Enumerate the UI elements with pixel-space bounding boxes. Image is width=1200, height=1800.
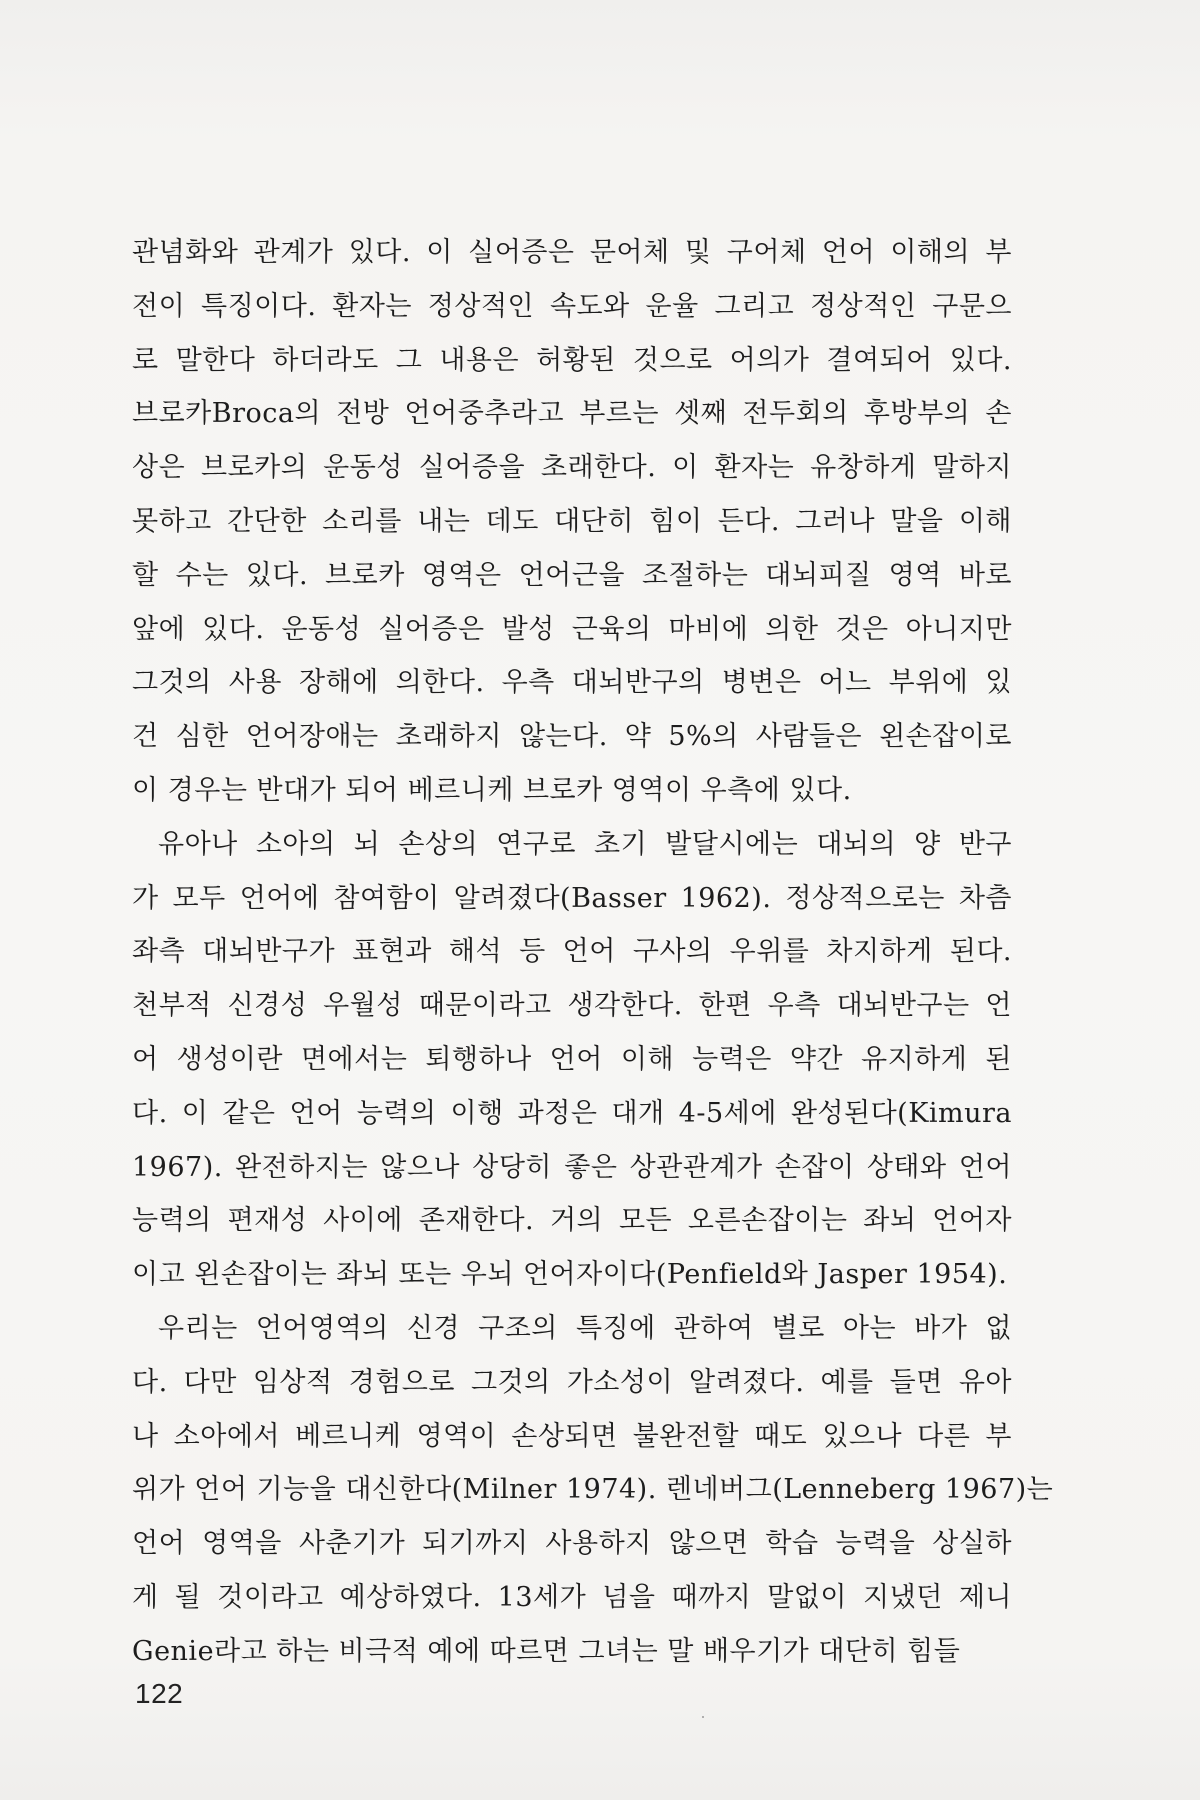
paragraph: [132, 818, 1012, 1302]
paragraph: [132, 226, 1012, 818]
text-line: 우리는 언어영역의 신경 구조의 특징에 관하여 별로 아는 바가 없: [158, 1312, 1012, 1344]
text-line: 언어 영역을 사춘기가 되기까지 사용하지 않으면 학습 능력을 상실하: [132, 1528, 1012, 1560]
paragraph: [132, 1302, 1054, 1679]
scan-speck: [702, 1716, 704, 1718]
text-line: 좌측 대뇌반구가 표현과 해석 등 언어 구사의 우위를 차지하게 된다.: [132, 936, 1012, 968]
text-line: 상은 브로카의 운동성 실어증을 초래한다. 이 환자는 유창하게 말하지: [132, 452, 1012, 484]
text-line: 앞에 있다. 운동성 실어증은 발성 근육의 마비에 의한 것은 아니지만: [132, 613, 1012, 645]
page-number: 122: [135, 1678, 184, 1709]
text-line: 로 말한다 하더라도 그 내용은 허황된 것으로 어의가 결여되어 있다.: [132, 344, 1012, 376]
text-line: 그것의 사용 장해에 의한다. 우측 대뇌반구의 병변은 어느 부위에 있: [132, 667, 1012, 699]
text-line: 관념화와 관계가 있다. 이 실어증은 문어체 및 구어체 언어 이해의 부: [132, 237, 1012, 268]
text-line: 건 심한 언어장애는 초래하지 않는다. 약 5%의 사람들은 왼손잡이로: [132, 721, 1012, 753]
text-line: 나 소아에서 베르니케 영역이 손상되면 불완전할 때도 있으나 다른 부: [132, 1420, 1012, 1452]
text-line: 가 모두 언어에 참여함이 알려졌다(Basser 1962). 정상적으로는 차츰: [132, 882, 1012, 914]
text-line: 이고 왼손잡이는 좌뇌 또는 우뇌 언어자이다(Penfield와 Jasper 1954).: [132, 1259, 1008, 1291]
text-line: 위가 언어 기능을 대신한다(Milner 1974). 렌네버그(Lenneberg 1967)는: [132, 1474, 1054, 1506]
text-line: 1967). 완전하지는 않으나 상당히 좋은 상관관계가 손잡이 상태와 언어: [132, 1151, 1012, 1183]
text-line: 다. 다만 임상적 경험으로 그것의 가소성이 알려졌다. 예를 들면 유아: [132, 1366, 1012, 1398]
text-line: 유아나 소아의 뇌 손상의 연구로 초기 발달시에는 대뇌의 양 반구: [158, 828, 1012, 860]
body-text: [132, 226, 1054, 1679]
text-line: 게 될 것이라고 예상하였다. 13세가 넘을 때까지 말없이 지냈던 제니: [132, 1581, 1012, 1613]
text-line: 할 수는 있다. 브로카 영역은 언어근을 조절하는 대뇌피질 영역 바로: [132, 559, 1012, 591]
text-line: 천부적 신경성 우월성 때문이라고 생각한다. 한편 우측 대뇌반구는 언: [132, 990, 1012, 1022]
text-line: 못하고 간단한 소리를 내는 데도 대단히 힘이 든다. 그러나 말을 이해: [132, 505, 1012, 537]
text-line: 전이 특징이다. 환자는 정상적인 속도와 운율 그리고 정상적인 구문으: [132, 290, 1012, 322]
text-line: 능력의 편재성 사이에 존재한다. 거의 모든 오른손잡이는 좌뇌 언어자: [132, 1205, 1012, 1237]
text-line: 브로카Broca의 전방 언어중추라고 부르는 셋째 전두회의 후방부의 손: [132, 398, 1012, 430]
text-line: 다. 이 같은 언어 능력의 이행 과정은 대개 4-5세에 완성된다(Kimura: [132, 1097, 1012, 1129]
text-line: 이 경우는 반대가 되어 베르니케 브로카 영역이 우측에 있다.: [132, 774, 852, 806]
text-line: Genie라고 하는 비극적 예에 따르면 그녀는 말 배우기가 대단히 힘들: [132, 1635, 961, 1667]
text-line: 어 생성이란 면에서는 퇴행하나 언어 이해 능력은 약간 유지하게 된: [132, 1043, 1012, 1075]
